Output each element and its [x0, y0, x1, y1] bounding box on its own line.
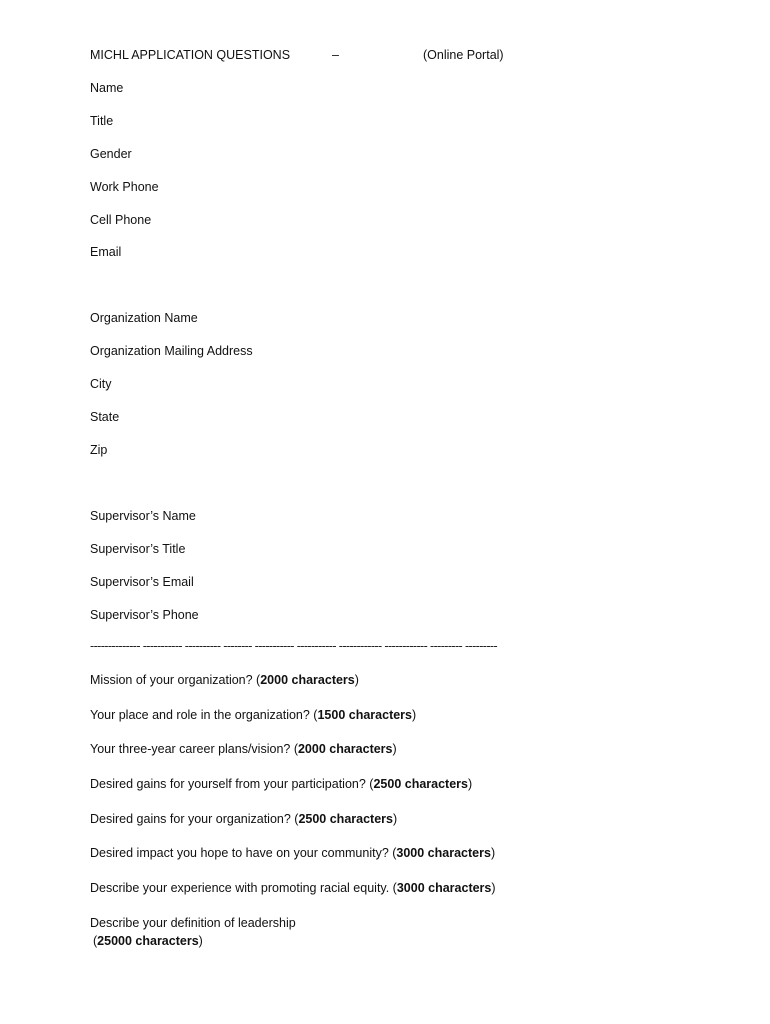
question-role	[90, 708, 416, 723]
field-label-city: City	[90, 377, 112, 391]
question-text: Desired gains for yourself from your participation? (	[90, 777, 374, 791]
question-close: )	[392, 812, 398, 826]
question-close: )	[491, 881, 496, 895]
question-text: Desired impact you hope to have on your community? (	[90, 846, 397, 860]
character-limit: 1500 characters	[317, 708, 413, 722]
field-label-name: Name	[90, 81, 124, 95]
question-career-plans	[90, 742, 397, 757]
character-limit: 3000 characters	[396, 881, 492, 895]
question-text: Describe your experience with promoting racial equity. (	[90, 881, 397, 895]
question-organization-gains	[90, 812, 397, 827]
question-text: Your three-year career plans/vision? (	[90, 742, 298, 756]
field-label-zip: Zip	[90, 443, 108, 457]
field-label-supervisor-email: Supervisor’s Email	[90, 575, 194, 589]
question-leadership-limit	[90, 934, 203, 949]
question-close: )	[412, 708, 417, 722]
field-label-cell-phone: Cell Phone	[90, 213, 152, 227]
section-separator: -------------- ----------- ---------- -------- ----------- ----------- ------------ ------------ --------- ---------	[90, 639, 498, 653]
question-close: )	[354, 673, 359, 687]
title-dash: –	[332, 48, 339, 62]
character-limit: 2500 characters	[373, 777, 468, 791]
question-text: Mission of your organization? (	[90, 673, 261, 687]
document-title	[90, 48, 504, 63]
field-label-supervisor-name: Supervisor’s Name	[90, 509, 196, 523]
field-label-organization-address: Organization Mailing Address	[90, 344, 253, 358]
character-limit: 2000 characters	[297, 742, 393, 756]
field-label-gender: Gender	[90, 147, 132, 161]
question-racial-equity	[90, 881, 496, 896]
field-label-email: Email	[90, 245, 122, 259]
field-label-state: State	[90, 410, 120, 424]
question-mission	[90, 673, 359, 688]
character-limit: 2500 characters	[298, 812, 393, 826]
field-label-title: Title	[90, 114, 114, 128]
question-personal-gains	[90, 777, 472, 792]
title-text: MICHL APPLICATION QUESTIONS	[90, 48, 291, 62]
limit-close: )	[198, 934, 203, 948]
question-leadership: Describe your definition of leadership	[90, 916, 296, 930]
field-label-organization-name: Organization Name	[90, 311, 198, 325]
question-close: )	[490, 846, 496, 860]
field-label-supervisor-phone: Supervisor’s Phone	[90, 608, 199, 622]
question-close: )	[468, 777, 473, 791]
field-label-work-phone: Work Phone	[90, 180, 159, 194]
field-label-supervisor-title: Supervisor’s Title	[90, 542, 186, 556]
question-close: )	[392, 742, 397, 756]
question-community-impact	[90, 846, 495, 861]
limit-open: (	[93, 934, 98, 948]
character-limit: 3000 characters	[396, 846, 491, 860]
question-text: Your place and role in the organization? (	[90, 708, 318, 722]
question-text: Desired gains for your organization? (	[90, 812, 299, 826]
title-portal: (Online Portal)	[423, 48, 504, 62]
character-limit: 2000 characters	[260, 673, 355, 687]
document-page	[90, 0, 730, 1024]
character-limit: 25000 characters	[97, 934, 199, 948]
